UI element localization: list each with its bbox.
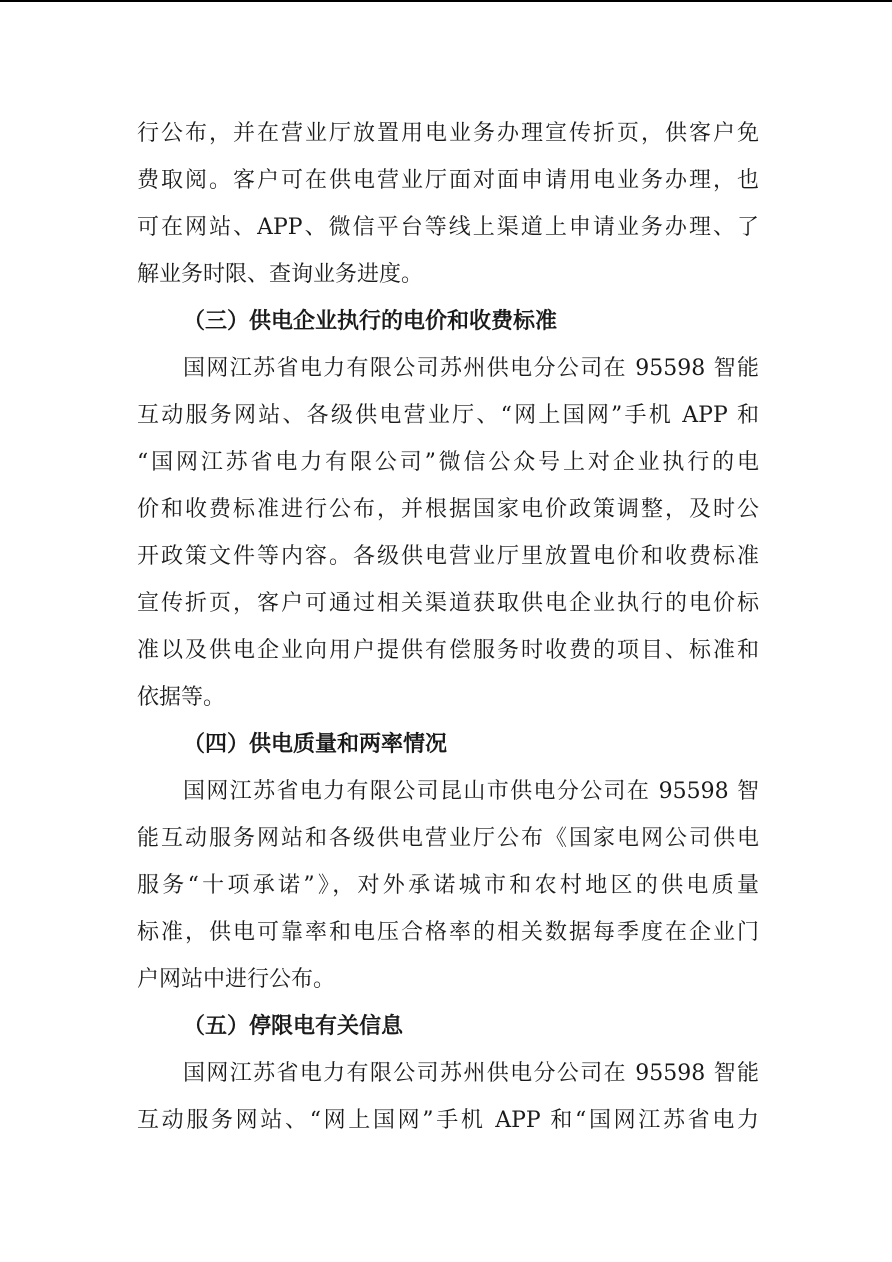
section-heading-5: （五）停限电有关信息: [183, 1014, 404, 1039]
text-line: 户网站中进行公布。: [137, 967, 336, 992]
text-line: “国网江苏省电力有限公司”微信公众号上对企业执行的电: [137, 450, 759, 475]
text-line: 服务“十项承诺”》，对外承诺城市和农村地区的供电质量: [137, 873, 759, 898]
text-line: 可在网站、APP、微信平台等线上渠道上申请业务办理、了: [137, 215, 759, 240]
text-line: 标准，供电可靠率和电压合格率的相关数据每季度在企业门: [137, 920, 759, 945]
text-line: 能互动服务网站和各级供电营业厅公布《国家电网公司供电: [137, 826, 759, 851]
paragraph-section-5: [137, 1050, 759, 1144]
text-line: 依据等。: [137, 685, 226, 710]
document-page: [137, 110, 759, 1144]
text-line: 解业务时限、查询业务进度。: [137, 262, 424, 287]
paragraph-section-3: [137, 345, 759, 721]
text-line: 国网江苏省电力有限公司苏州供电分公司在 95598 智能: [183, 356, 759, 381]
page-top-border: [0, 0, 892, 2]
text-line: 互动服务网站、“网上国网”手机 APP 和“国网江苏省电力: [137, 1108, 759, 1133]
text-line: 国网江苏省电力有限公司昆山市供电分公司在 95598 智: [183, 779, 759, 804]
text-line: 国网江苏省电力有限公司苏州供电分公司在 95598 智能: [183, 1061, 759, 1086]
text-line: 互动服务网站、各级供电营业厅、“网上国网”手机 APP 和: [137, 403, 759, 428]
section-heading-4: （四）供电质量和两率情况: [183, 732, 448, 757]
text-line: 宣传折页，客户可通过相关渠道获取供电企业执行的电价标: [137, 591, 759, 616]
text-line: 价和收费标准进行公布，并根据国家电价政策调整，及时公: [137, 497, 759, 522]
text-line: 准以及供电企业向用户提供有偿服务时收费的项目、标准和: [137, 638, 759, 663]
paragraph-section-4: [137, 768, 759, 1003]
text-line: 开政策文件等内容。各级供电营业厅里放置电价和收费标准: [137, 544, 759, 569]
paragraph-intro: [137, 110, 759, 298]
text-line: 费取阅。客户可在供电营业厅面对面申请用电业务办理，也: [137, 168, 759, 193]
section-heading-3: （三）供电企业执行的电价和收费标准: [183, 309, 558, 334]
text-line: 行公布，并在营业厅放置用电业务办理宣传折页，供客户免: [137, 121, 759, 146]
